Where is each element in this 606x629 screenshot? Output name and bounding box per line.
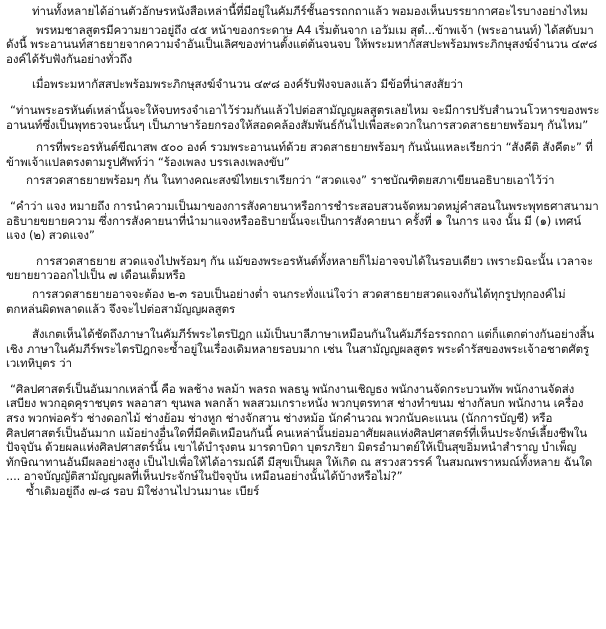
paragraph-suad-jaeng: การสวดสาธยายพร้อมๆ กัน ในทางคณะสงฆ์ไทยเราเรียกว่า “สวดแจง” ราชบัณฑิตยสภาเขียนอธิบายเอาไว้ว่า [26,173,555,188]
paragraph-question: เมื่อพระมหากัสสปะพร้อมพระภิกษุสงฆ์จำนวน ๔๙๘ องค์รับฟังจบลงแล้ว มีข้อที่น่าสงสัยว่า [32,77,463,92]
paragraph-closing: ซ้ำเดิมอยู่ถึง ๗-๘ รอบ มิใช่งานไปวนมานะ เบียร์ [26,484,260,499]
paragraph-tipitaka-language: สังเกตเห็นได้ชัดถึงภาษาในคัมภีร์พระไตรปิฎก แม้เป็นบาลีภาษาเหมือนกันในคัมภีร์อรรถกถา แต่ก็แตกต่างกันอย่างสิ้นเชิง ภาษาในคัมภีร์พระไตรปิฎกจะซ้ำอยู่ในเรื่องเดิมหลายรอบมาก เช่น ในสามัญญผลสูตร พระดำรัสของพระเจ้าอชาตศัตรู เวเทหิบุตร ว่า [6,327,595,371]
paragraph-recitation: การสวดสาธยาย สวดแจงไปพร้อมๆ กัน แม้ของพระอรหันต์ทั้งหลายก็ไม่อาจจบได้ในรอบเดียว เพราะมิฉะนั้น เวลาจะขยายยาวออกไปเป็น ๗ เดือนเต็มหรือ [6,253,593,283]
paragraph-brahmajala: พรหมชาลสูตรมีความยาวอยู่ถึง ๔๕ หน้าของกระดาษ A4 เริ่มต้นจาก เอวัมเม สุตํ...ข้าพเจ้า (พระอานนท์) ได้สดับมาดังนี้ พระอานนท์สาธยายจากความจำอันเป็นเลิศของท่านตั้งแต่ต้นจนจบ ให้พระมหากัสสปะพร้อมพระภิกษุสงฆ์จำนวน ๔๙๘ องค์ได้รับฟังกันอย่างทั่วถึง [6,22,598,66]
paragraph-quote-arahants: “ท่านพระอรหันต์เหล่านั้นจะให้จบทรงจำเอาไว้ร่วมกันแล้วไปต่อสามัญญผลสูตรเลยไหม จะมีการปรับสำนวนโวหารของพระอานนท์ซึ่งเป็นพุทธวจนะนั้นๆ เป็นภาษาร้อยกรองให้สอดคล้องสัมพันธ์กันไปเพื่อสะดวกในการสวดสาธยายพร้อมๆ กันไหม” [6,102,600,132]
paragraph-rounds: การสวดสาธยายอาจจะต้อง ๒-๓ รอบเป็นอย่างต่ำ จนกระทั่งแน่ใจว่า สวดสาธยายสวดแจงกันได้ทุกรูปทุกองค์ไม่ตกหล่นผิดพลาดแล้ว จึงจะไปต่อสามัญญผลสูตร [6,286,566,316]
paragraph-intro: ท่านทั้งหลายได้อ่านตัวอักษรหนังสือเหล่านี้ที่มีอยู่ในคัมภีร์ชั้นอรรถกถาแล้ว พอมองเห็นบรรยากาศอะไรบางอย่างไหม [32,4,588,18]
paragraph-quote-definition: “คำว่า แจง หมายถึง การนำความเป็นมาของการสังคายนาหรือการชำระสอบสวนจัดหมวดหมู่คำสอนในพระพุทธศาสนามาอธิบายขยายความ ซึ่งการสังคายนาที่นำมาแจงหรืออธิบายนั้นจะเป็นการสังคายนา ครั้งที่ ๑ ในการ แจง นั้น มี (๑) เทศน์แจง (๒) สวดแจง” [6,198,599,243]
paragraph-sangiti: การที่พระอรหันต์ขีณาสพ ๕๐๐ องค์ รวมพระอานนท์ด้วย สวดสาธยายพร้อมๆ กันนั่นแหละเรียกว่า “สังคีติ สังคีตะ” ที่ข้าพเจ้าแปลตรงตามรูปศัพท์ว่า “ร้องเพลง บรรเลงเพลงขับ” [6,140,593,169]
paragraph-quote-samannaphala: “ศิลปศาสตร์เป็นอันมากเหล่านี้ คือ พลช้าง พลม้า พลรถ พลธนู พนักงานเชิญธง พนักงานจัดกระบวนทัพ พนักงานจัดส่งเสบียง พวกอุดคุราชบุตร พลอาสา ขุนพล พลกล้า พลสวมเกราะหนัง พวกบุตรทาส ช่างทำขนม ช่างกัลบก พนักงาน เครื่องสรง พวกพ่อครัว ช่างดอกไม้ ช่างย้อม ช่างหูก ช่างจักสาน ช่างหม้อ นักคำนวณ พวกนับคะแนน (นักการบัญชี) หรือศิลปศาสตร์เป็นอันมาก แม้อย่างอื่นใดที่มีคติเหมือนกันนี้ คนเหล่านั้นย่อมอาศัยผลแห่งศิลปศาสตร์ที่เห็นประจักษ์เลี้ยงชีพในปัจจุบัน ด้วยผลแห่งศิลปศาสตร์นั้น เขาได้บำรุงตน มารดาบิดา บุตรภริยา มิตรอำมาตย์ให้เป็นสุขอิ่มหนำสำราญ บำเพ็ญทักษิณาทานอันมีผลอย่างสูง เป็นไปเพื่อให้ได้อารมณ์ดี มีสุขเป็นผล ให้เกิด ณ สรวงสวรรค์ ในสมณพราหมณ์ทั้งหลาย ฉันใด .... อาจบัญญัติสามัญญผลที่เห็นประจักษ์ในปัจจุบัน เหมือนอย่างนั้นได้บ้างหรือไม่?” [6,381,593,484]
